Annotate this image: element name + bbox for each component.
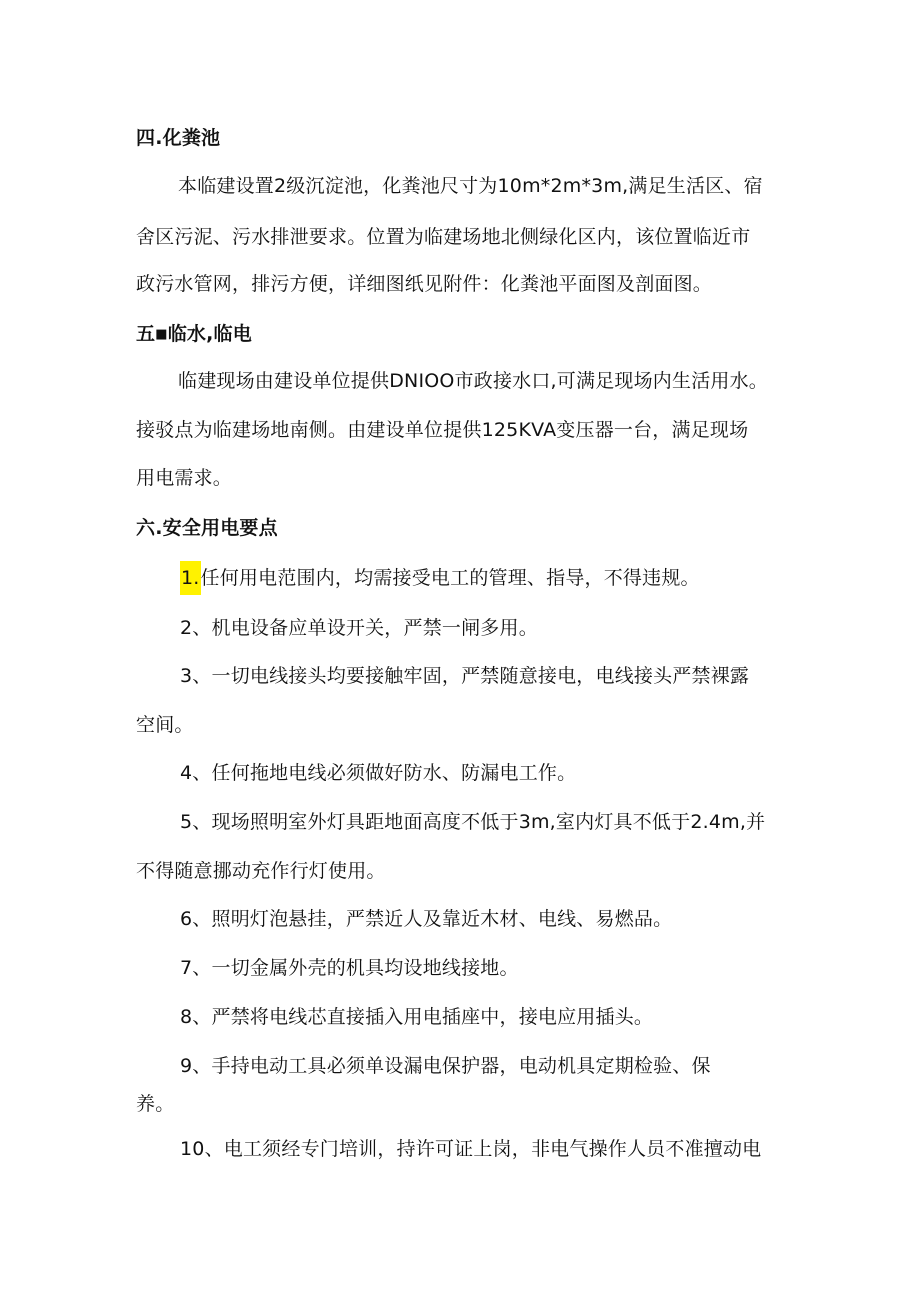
list-item: 6、照明灯泡悬挂，严禁近人及靠近木材、电线、易燃品。 [180,908,673,930]
list-item: 2、机电设备应单设开关，严禁一闸多用。 [180,617,538,639]
list-item-1 [180,566,700,590]
list-item: 8、严禁将电线芯直接插入用电插座中，接电应用插头。 [180,1006,654,1028]
paragraph-line: 用电需求。 [136,467,233,489]
section-heading-6: 六.安全用电要点 [136,517,278,539]
paragraph-line: 本临建设置2级沉淀池，化粪池尺寸为10m*2m*3m,满足生活区、宿 [178,175,763,197]
paragraph-line: 政污水管网，排污方便，详细图纸见附件：化粪池平面图及剖面图。 [136,273,713,295]
list-item: 4、任何拖地电线必须做好防水、防漏电工作。 [180,762,577,784]
highlighted-number: 1. [180,561,201,595]
paragraph-line: 接驳点为临建场地南侧。由建设单位提供125KVA变压器一台，满足现场 [136,419,749,441]
list-item: 7、一切金属外壳的机具均设地线接地。 [180,957,519,979]
list-item-text: 任何用电范围内，均需接受电工的管理、指导，不得违规。 [200,567,700,589]
paragraph-line: 舍区污泥、污水排泄要求。位置为临建场地北侧绿化区内，该位置临近市 [136,226,751,248]
heading-text: 临水,临电 [167,323,252,345]
list-item: 10、电工须经专门培训，持许可证上岗，非电气操作人员不准擅动电 [180,1138,762,1160]
section-heading-4: 四.化粪池 [136,127,221,149]
list-item: 5、现场照明室外灯具距地面高度不低于3m,室内灯具不低于2.4m,并 [180,811,766,833]
list-item-continuation: 养。 [136,1093,175,1115]
section-heading-5 [136,322,252,347]
list-item: 3、一切电线接头均要接触牢固，严禁随意接电，电线接头严禁裸露 [180,665,750,687]
square-bullet-icon: ■ [155,327,168,342]
list-item: 9、手持电动工具必须单设漏电保护器，电动机具定期检验、保 [180,1055,711,1077]
heading-number: 五 [136,323,156,345]
list-item-continuation: 不得随意挪动充作行灯使用。 [136,860,386,882]
list-item-continuation: 空间。 [136,714,194,736]
paragraph-line: 临建现场由建设单位提供DNIOO市政接水口,可满足现场内生活用水。 [178,370,768,392]
